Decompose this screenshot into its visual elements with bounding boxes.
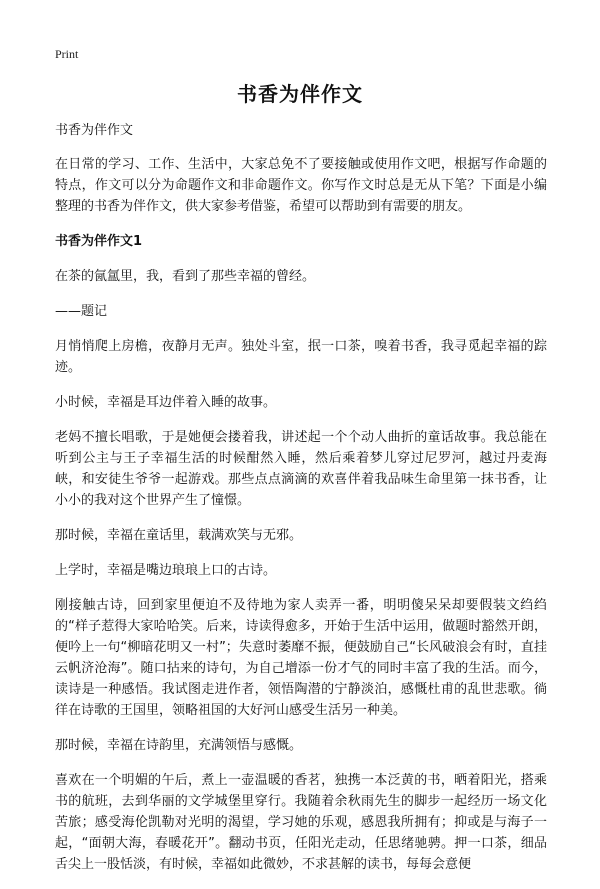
intro-paragraph: 在日常的学习、工作、生活中，大家总免不了要接触或使用作文吧，根据写作命题的特点，作文可以分为命题作文和非命题作文。你写作文时总是无从下笔？下面是小编整理的书香为伴作文，供大家参考借鉴，希望可以帮助到有需要的朋友。 [55, 157, 547, 214]
article-body [55, 120, 547, 889]
section-heading: 书香为伴作文1 [55, 234, 143, 249]
paragraph: 那时候，幸福在童话里，载满欢笑与无邪。 [55, 528, 303, 543]
paragraph: 老妈不擅长唱歌，于是她便会搂着我，讲述起一个个动人曲折的童话故事。我总能在听到公主与王子幸福生活的时候酣然入睡，然后乘着梦儿穿过尼罗河，越过丹麦海峡，和安徒生爷爷一起游戏。那些点点滴滴的欢喜伴着我品味生命里第一抹书香，让小小的我对这个世界产生了憧憬。 [55, 430, 547, 508]
print-link[interactable]: Print [55, 47, 79, 61]
paragraph: 喜欢在一个明媚的午后，煮上一壶温暖的香茗，独携一本泛黄的书，晒着阳光，搭乘书的航班，去到华丽的文学城堡里穿行。我随着余秋雨先生的脚步一起经历一场文化苦旅；感受海伦凯勒对光明的渴望，学习她的乐观，感恩我所拥有；抑或是与海子一起，“面朝大海，春暖花开”。翻动书页，任阳光走动，任思绪驰骋。押一口茶，细品舌尖上一股恬淡，有时候，幸福如此微妙，不求甚解的读书，每每会意便 [55, 773, 547, 872]
paragraph: 在茶的氤氲里，我，看到了那些幸福的曾经。 [55, 269, 316, 284]
paragraph: ——题记 [55, 304, 108, 319]
article-subtitle: 书香为伴作文 [55, 123, 134, 138]
page-title: 书香为伴作文 [237, 82, 363, 106]
paragraph: 上学时，幸福是嘴边琅琅上口的古诗。 [55, 563, 277, 578]
paragraph: 那时候，幸福在诗韵里，充满领悟与感慨。 [55, 738, 303, 753]
paragraph: 刚接触古诗，回到家里便迫不及待地为家人卖弄一番，明明傻呆呆却要假装文绉绉的“样子惹得大家哈哈笑。后来，诗读得愈多，开始于生活中运用，做题时豁然开朗，便吟上一句“柳暗花明又一村”；失意时萎靡不振，便鼓励自己“长风破浪会有时，直挂云帆济沧海”。随口拈来的诗句，为自己增添一份才气的同时丰富了我的生活。而今，读诗是一种感悟。我试图走进作者，领悟陶潜的宁静淡泊，感慨杜甫的乱世悲歌。徜徉在诗歌的王国里，领略祖国的大好河山感受生活另一种美。 [55, 598, 547, 718]
paragraph: 月悄悄爬上房檐，夜静月无声。独处斗室，抿一口茶，嗅着书香，我寻觅起幸福的踪迹。 [55, 339, 547, 375]
paragraph: 小时候，幸福是耳边伴着入睡的故事。 [55, 395, 277, 410]
